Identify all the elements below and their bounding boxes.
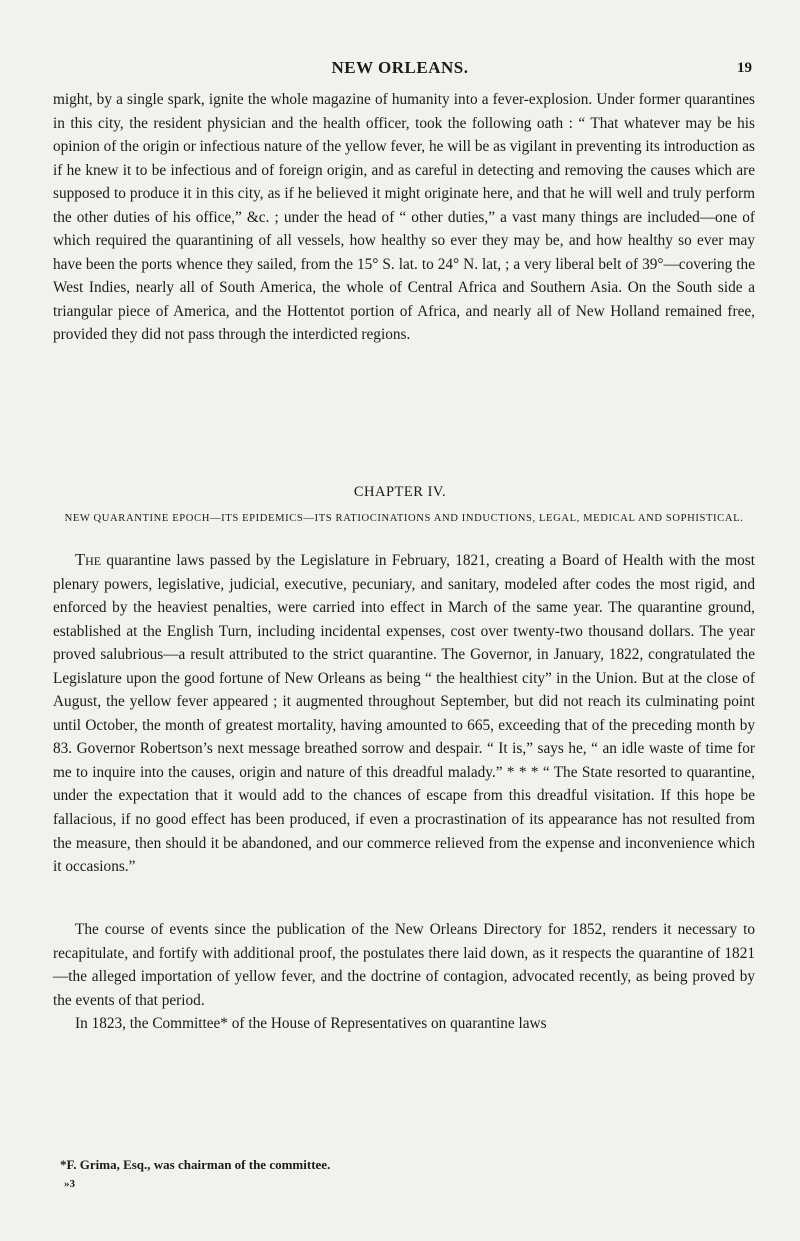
paragraph: might, by a single spark, ignite the whole magazine of humanity into a fever-explosion. Under former quarantines in this city, the resident physician and the health officer, took the following oath : “ That whatever may be his opinion of the origin or infectious nature of the yellow fever, he will be as vigilant in preventing its introduction as if he knew it to be infectious and of foreign origin, and as careful in detecting and removing the causes which are supposed to produce it in this city, as if he believed it might originate here, and that he will well and truly perform the other duties of his office,” &c. ; under the head of “ other duties,” a vast many things are included—one of which required the quarantining of all vessels, how healthy so ever they may be, and how healthy so ever may have been the ports whence they sailed, from the 15° S. lat. to 24° N. lat, ; a very liberal belt of 39°—covering the West Indies, nearly all of South America, the whole of Central Africa and Southern Asia. On the South side a triangular piece of America, and the Hottentot portion of Africa, and nearly all of New Holland remained free, provided they did not pass through the interdicted regions. — [53, 91, 755, 344]
paragraph — [53, 548, 755, 879]
footnote: *F. Grima, Esq., was chairman of the committee. — [60, 1157, 331, 1172]
chapter-paragraph-block — [53, 548, 755, 879]
running-title: NEW ORLEANS. — [331, 58, 469, 77]
opening-paragraph-block — [53, 88, 755, 347]
paragraph-lead-word: The — [75, 550, 102, 569]
closing-paragraph-block — [53, 918, 755, 1036]
paragraph: The course of events since the publication of the New Orleans Directory for 1852, renders it necessary to recapitulate, and fortify with additional proof, the postulates there laid down, as it respects the quarantine of 1821—the alleged importation of yellow fever, and the doctrine of contagion, advocated recently, as being proved by the events of that period. — [53, 921, 755, 1009]
paragraph-text: quarantine laws passed by the Legislature in February, 1821, creating a Board of Health with the most plenary powers, legislative, judicial, executive, pecuniary, and sanitary, modeled after codes the most rigid, and enforced by the heaviest penalties, were carried into effect in March of the same year. The quarantine ground, established at the English Turn, including incidental expenses, cost over twenty-two thousand dollars. The year proved salubrious—a result attributed to the strict quarantine. The Governor, in January, 1822, congratulated the Legislature upon the good fortune of New Orleans as being “ the healthiest city” in the Union. But at the close of August, the yellow fever appeared ; it augmented throughout September, but did not reach its culminating point until October, the month of greatest mortality, having amounted to 665, exceeding that of the preceding month by 83. Governor Robertson’s next message breathed sorrow and despair. “ It is,” says he, “ an idle waste of time for me to inquire into the causes, origin and nature of this dreadful malady.” * * * “ The State resorted to quarantine, under the expectation that it would add to the chances of escape from this dreadful visitation. If this hope be fallacious, if no good effect has been produced, if even a procrastination of its appearance has not resulted from the measure, then should it be abandoned, and our commerce relieved from the expense and inconvenience which it occasions.” — [53, 552, 755, 876]
signature-mark: »3 — [64, 1178, 75, 1190]
chapter-title: CHAPTER IV. — [353, 484, 447, 500]
page-number: 19 — [737, 60, 752, 76]
chapter-subtitle: NEW QUARANTINE EPOCH—ITS EPIDEMICS—ITS RATIOCINATIONS AND INDUCTIONS, LEGAL, MEDICAL AND SOPHISTICAL. — [64, 513, 744, 524]
paragraph: In 1823, the Committee* of the House of Representatives on quarantine laws — [75, 1015, 547, 1033]
